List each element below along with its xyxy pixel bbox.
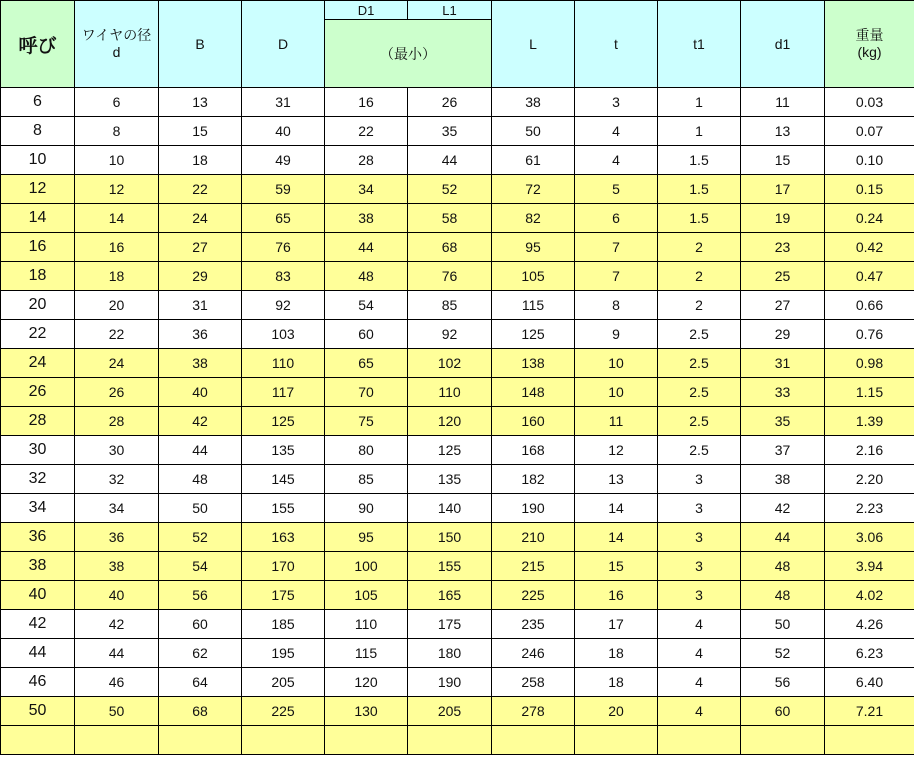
table-row xyxy=(1,407,914,436)
cell-D1 xyxy=(325,726,408,755)
cell-wire-diameter: 42 xyxy=(75,610,159,639)
table-row xyxy=(1,697,914,726)
cell-d1: 44 xyxy=(741,523,825,552)
cell-wire-diameter: 8 xyxy=(75,117,159,146)
cell-wire-diameter: 32 xyxy=(75,465,159,494)
header-nominal: 呼び xyxy=(1,1,75,88)
cell-L: 278 xyxy=(492,697,575,726)
cell-L1: 110 xyxy=(408,378,492,407)
cell-d1: 29 xyxy=(741,320,825,349)
cell-weight: 6.23 xyxy=(825,639,914,668)
cell-L: 258 xyxy=(492,668,575,697)
cell-B: 60 xyxy=(159,610,242,639)
cell-nominal: 50 xyxy=(1,697,75,726)
cell-D: 170 xyxy=(242,552,325,581)
cell-nominal: 16 xyxy=(1,233,75,262)
cell-D1: 34 xyxy=(325,175,408,204)
cell-L1: 135 xyxy=(408,465,492,494)
cell-nominal: 14 xyxy=(1,204,75,233)
table-row xyxy=(1,320,914,349)
cell-B: 15 xyxy=(159,117,242,146)
cell-L1: 140 xyxy=(408,494,492,523)
cell-B: 42 xyxy=(159,407,242,436)
cell-t: 11 xyxy=(575,407,658,436)
cell-weight: 0.15 xyxy=(825,175,914,204)
cell-wire-diameter: 6 xyxy=(75,88,159,117)
cell-L: 125 xyxy=(492,320,575,349)
table-header xyxy=(1,1,914,88)
cell-wire-diameter: 44 xyxy=(75,639,159,668)
cell-D: 31 xyxy=(242,88,325,117)
cell-t: 17 xyxy=(575,610,658,639)
cell-D: 92 xyxy=(242,291,325,320)
cell-wire-diameter: 16 xyxy=(75,233,159,262)
table-row xyxy=(1,349,914,378)
table-row xyxy=(1,146,914,175)
cell-t: 18 xyxy=(575,668,658,697)
cell-t: 20 xyxy=(575,697,658,726)
cell-t1: 2 xyxy=(658,262,741,291)
cell-D: 205 xyxy=(242,668,325,697)
cell-D1: 80 xyxy=(325,436,408,465)
cell-L: 182 xyxy=(492,465,575,494)
cell-t1: 1.5 xyxy=(658,175,741,204)
header-L1: L1 xyxy=(408,1,492,20)
cell-nominal: 22 xyxy=(1,320,75,349)
cell-L1: 120 xyxy=(408,407,492,436)
cell-B: 52 xyxy=(159,523,242,552)
header-t1: t1 xyxy=(658,1,741,88)
cell-nominal: 6 xyxy=(1,88,75,117)
cell-wire-diameter: 26 xyxy=(75,378,159,407)
cell-D: 83 xyxy=(242,262,325,291)
cell-L: 210 xyxy=(492,523,575,552)
cell-L1: 125 xyxy=(408,436,492,465)
cell-weight: 0.47 xyxy=(825,262,914,291)
cell-t1: 1.5 xyxy=(658,204,741,233)
header-weight-unit: (kg) xyxy=(857,44,882,60)
cell-nominal: 20 xyxy=(1,291,75,320)
cell-t: 6 xyxy=(575,204,658,233)
cell-t1: 2.5 xyxy=(658,436,741,465)
cell-t: 14 xyxy=(575,494,658,523)
cell-L1: 52 xyxy=(408,175,492,204)
header-D1: D1 xyxy=(325,1,408,20)
cell-D: 175 xyxy=(242,581,325,610)
cell-wire-diameter xyxy=(75,726,159,755)
cell-B: 24 xyxy=(159,204,242,233)
header-wire-diameter xyxy=(75,1,159,88)
cell-L1: 58 xyxy=(408,204,492,233)
header-weight-label: 重量 xyxy=(855,27,884,43)
cell-wire-diameter: 20 xyxy=(75,291,159,320)
table-row xyxy=(1,726,914,755)
cell-B: 22 xyxy=(159,175,242,204)
cell-wire-diameter: 36 xyxy=(75,523,159,552)
cell-weight: 4.02 xyxy=(825,581,914,610)
cell-B: 62 xyxy=(159,639,242,668)
cell-B: 50 xyxy=(159,494,242,523)
cell-weight: 1.39 xyxy=(825,407,914,436)
cell-B: 64 xyxy=(159,668,242,697)
cell-d1 xyxy=(741,726,825,755)
cell-D1: 54 xyxy=(325,291,408,320)
header-d1: d1 xyxy=(741,1,825,88)
cell-t: 9 xyxy=(575,320,658,349)
cell-L1: 190 xyxy=(408,668,492,697)
cell-L xyxy=(492,726,575,755)
cell-d1: 52 xyxy=(741,639,825,668)
cell-t1: 4 xyxy=(658,610,741,639)
cell-D1: 110 xyxy=(325,610,408,639)
cell-nominal: 28 xyxy=(1,407,75,436)
cell-D1: 28 xyxy=(325,146,408,175)
cell-t1: 3 xyxy=(658,581,741,610)
cell-weight: 0.98 xyxy=(825,349,914,378)
cell-D1: 44 xyxy=(325,233,408,262)
cell-D1: 60 xyxy=(325,320,408,349)
cell-B: 38 xyxy=(159,349,242,378)
table-row xyxy=(1,610,914,639)
cell-L: 246 xyxy=(492,639,575,668)
cell-wire-diameter: 24 xyxy=(75,349,159,378)
header-B: B xyxy=(159,1,242,88)
cell-d1: 25 xyxy=(741,262,825,291)
cell-t: 3 xyxy=(575,88,658,117)
cell-weight: 1.15 xyxy=(825,378,914,407)
cell-weight: 7.21 xyxy=(825,697,914,726)
cell-D1: 90 xyxy=(325,494,408,523)
cell-t: 4 xyxy=(575,146,658,175)
cell-D1: 70 xyxy=(325,378,408,407)
cell-L1: 68 xyxy=(408,233,492,262)
cell-t1 xyxy=(658,726,741,755)
cell-B: 36 xyxy=(159,320,242,349)
cell-wire-diameter: 28 xyxy=(75,407,159,436)
cell-L1: 180 xyxy=(408,639,492,668)
cell-B: 68 xyxy=(159,697,242,726)
cell-L: 105 xyxy=(492,262,575,291)
cell-d1: 31 xyxy=(741,349,825,378)
cell-t: 4 xyxy=(575,117,658,146)
cell-D: 225 xyxy=(242,697,325,726)
cell-D: 110 xyxy=(242,349,325,378)
cell-weight: 0.24 xyxy=(825,204,914,233)
cell-t: 7 xyxy=(575,233,658,262)
cell-nominal: 46 xyxy=(1,668,75,697)
table-row xyxy=(1,204,914,233)
cell-d1: 13 xyxy=(741,117,825,146)
header-t: t xyxy=(575,1,658,88)
table-row xyxy=(1,262,914,291)
cell-wire-diameter: 38 xyxy=(75,552,159,581)
cell-L1: 26 xyxy=(408,88,492,117)
cell-t: 10 xyxy=(575,378,658,407)
cell-t1: 4 xyxy=(658,668,741,697)
cell-L: 168 xyxy=(492,436,575,465)
cell-B xyxy=(159,726,242,755)
cell-t: 8 xyxy=(575,291,658,320)
cell-L1: 44 xyxy=(408,146,492,175)
cell-L: 50 xyxy=(492,117,575,146)
cell-D: 195 xyxy=(242,639,325,668)
cell-weight: 3.94 xyxy=(825,552,914,581)
cell-weight: 2.16 xyxy=(825,436,914,465)
cell-weight: 6.40 xyxy=(825,668,914,697)
cell-wire-diameter: 18 xyxy=(75,262,159,291)
table-row xyxy=(1,494,914,523)
cell-D: 163 xyxy=(242,523,325,552)
cell-D: 135 xyxy=(242,436,325,465)
header-L: L xyxy=(492,1,575,88)
table-row xyxy=(1,291,914,320)
cell-t1: 3 xyxy=(658,465,741,494)
cell-D1: 100 xyxy=(325,552,408,581)
cell-d1: 56 xyxy=(741,668,825,697)
cell-L1: 85 xyxy=(408,291,492,320)
cell-d1: 17 xyxy=(741,175,825,204)
cell-t1: 4 xyxy=(658,639,741,668)
cell-t: 12 xyxy=(575,436,658,465)
cell-t1: 3 xyxy=(658,552,741,581)
cell-nominal: 30 xyxy=(1,436,75,465)
cell-t1: 3 xyxy=(658,494,741,523)
cell-D1: 105 xyxy=(325,581,408,610)
cell-L1: 165 xyxy=(408,581,492,610)
cell-d1: 48 xyxy=(741,552,825,581)
cell-D: 125 xyxy=(242,407,325,436)
cell-D1: 85 xyxy=(325,465,408,494)
table-row xyxy=(1,378,914,407)
cell-D xyxy=(242,726,325,755)
cell-L: 235 xyxy=(492,610,575,639)
cell-weight: 0.76 xyxy=(825,320,914,349)
cell-L: 72 xyxy=(492,175,575,204)
cell-D: 103 xyxy=(242,320,325,349)
cell-B: 40 xyxy=(159,378,242,407)
cell-weight: 0.03 xyxy=(825,88,914,117)
cell-wire-diameter: 34 xyxy=(75,494,159,523)
cell-nominal: 34 xyxy=(1,494,75,523)
cell-t: 5 xyxy=(575,175,658,204)
cell-D: 76 xyxy=(242,233,325,262)
table-row xyxy=(1,552,914,581)
table-row xyxy=(1,233,914,262)
cell-d1: 23 xyxy=(741,233,825,262)
cell-t: 13 xyxy=(575,465,658,494)
cell-wire-diameter: 14 xyxy=(75,204,159,233)
cell-nominal: 18 xyxy=(1,262,75,291)
cell-wire-diameter: 50 xyxy=(75,697,159,726)
header-weight xyxy=(825,1,914,88)
cell-D: 49 xyxy=(242,146,325,175)
cell-wire-diameter: 22 xyxy=(75,320,159,349)
cell-t1: 1 xyxy=(658,117,741,146)
cell-nominal xyxy=(1,726,75,755)
table-row xyxy=(1,523,914,552)
cell-D1: 120 xyxy=(325,668,408,697)
cell-wire-diameter: 40 xyxy=(75,581,159,610)
cell-t: 18 xyxy=(575,639,658,668)
cell-weight: 0.42 xyxy=(825,233,914,262)
cell-d1: 15 xyxy=(741,146,825,175)
cell-weight: 2.20 xyxy=(825,465,914,494)
cell-D: 59 xyxy=(242,175,325,204)
cell-nominal: 12 xyxy=(1,175,75,204)
cell-D1: 48 xyxy=(325,262,408,291)
cell-wire-diameter: 30 xyxy=(75,436,159,465)
cell-B: 48 xyxy=(159,465,242,494)
cell-weight: 0.10 xyxy=(825,146,914,175)
cell-t1: 2.5 xyxy=(658,378,741,407)
cell-d1: 27 xyxy=(741,291,825,320)
cell-D1: 75 xyxy=(325,407,408,436)
cell-L1: 35 xyxy=(408,117,492,146)
cell-wire-diameter: 12 xyxy=(75,175,159,204)
cell-D: 185 xyxy=(242,610,325,639)
cell-t1: 2.5 xyxy=(658,407,741,436)
cell-D: 65 xyxy=(242,204,325,233)
table-row xyxy=(1,436,914,465)
cell-nominal: 8 xyxy=(1,117,75,146)
cell-d1: 60 xyxy=(741,697,825,726)
cell-D1: 65 xyxy=(325,349,408,378)
cell-t: 10 xyxy=(575,349,658,378)
cell-L: 95 xyxy=(492,233,575,262)
table-row xyxy=(1,465,914,494)
cell-B: 27 xyxy=(159,233,242,262)
cell-nominal: 38 xyxy=(1,552,75,581)
cell-L: 190 xyxy=(492,494,575,523)
cell-D1: 22 xyxy=(325,117,408,146)
cell-weight: 3.06 xyxy=(825,523,914,552)
table-row xyxy=(1,639,914,668)
cell-L1: 102 xyxy=(408,349,492,378)
cell-t: 7 xyxy=(575,262,658,291)
cell-t: 14 xyxy=(575,523,658,552)
cell-d1: 19 xyxy=(741,204,825,233)
cell-L: 215 xyxy=(492,552,575,581)
table-row xyxy=(1,88,914,117)
cell-B: 44 xyxy=(159,436,242,465)
cell-L1: 175 xyxy=(408,610,492,639)
cell-L1: 155 xyxy=(408,552,492,581)
cell-D: 155 xyxy=(242,494,325,523)
header-wire-diameter-label: ワイヤの径 xyxy=(81,27,152,43)
cell-t1: 1 xyxy=(658,88,741,117)
header-D: D xyxy=(242,1,325,88)
cell-B: 13 xyxy=(159,88,242,117)
cell-weight: 2.23 xyxy=(825,494,914,523)
cell-B: 18 xyxy=(159,146,242,175)
cell-nominal: 40 xyxy=(1,581,75,610)
cell-D1: 130 xyxy=(325,697,408,726)
cell-D1: 95 xyxy=(325,523,408,552)
cell-D: 40 xyxy=(242,117,325,146)
cell-L1: 205 xyxy=(408,697,492,726)
cell-t1: 4 xyxy=(658,697,741,726)
cell-weight xyxy=(825,726,914,755)
cell-L: 160 xyxy=(492,407,575,436)
cell-d1: 35 xyxy=(741,407,825,436)
cell-nominal: 26 xyxy=(1,378,75,407)
cell-nominal: 10 xyxy=(1,146,75,175)
cell-d1: 50 xyxy=(741,610,825,639)
cell-d1: 48 xyxy=(741,581,825,610)
cell-d1: 33 xyxy=(741,378,825,407)
table-body xyxy=(1,88,914,755)
cell-D: 117 xyxy=(242,378,325,407)
cell-d1: 38 xyxy=(741,465,825,494)
cell-nominal: 44 xyxy=(1,639,75,668)
cell-weight: 0.66 xyxy=(825,291,914,320)
cell-D1: 115 xyxy=(325,639,408,668)
table-row xyxy=(1,117,914,146)
cell-t1: 2 xyxy=(658,291,741,320)
cell-t: 16 xyxy=(575,581,658,610)
header-min: （最小） xyxy=(325,20,492,88)
cell-B: 31 xyxy=(159,291,242,320)
cell-t1: 1.5 xyxy=(658,146,741,175)
cell-t xyxy=(575,726,658,755)
cell-nominal: 36 xyxy=(1,523,75,552)
cell-wire-diameter: 46 xyxy=(75,668,159,697)
cell-B: 54 xyxy=(159,552,242,581)
cell-L: 38 xyxy=(492,88,575,117)
cell-L: 138 xyxy=(492,349,575,378)
cell-t1: 2.5 xyxy=(658,320,741,349)
cell-d1: 11 xyxy=(741,88,825,117)
cell-L1: 150 xyxy=(408,523,492,552)
cell-t1: 3 xyxy=(658,523,741,552)
cell-nominal: 42 xyxy=(1,610,75,639)
cell-t1: 2 xyxy=(658,233,741,262)
cell-L1 xyxy=(408,726,492,755)
cell-B: 29 xyxy=(159,262,242,291)
header-wire-diameter-symbol: d xyxy=(112,44,121,60)
cell-B: 56 xyxy=(159,581,242,610)
table-row xyxy=(1,175,914,204)
cell-d1: 37 xyxy=(741,436,825,465)
table-row xyxy=(1,581,914,610)
cell-d1: 42 xyxy=(741,494,825,523)
cell-nominal: 24 xyxy=(1,349,75,378)
cell-L: 148 xyxy=(492,378,575,407)
cell-L: 82 xyxy=(492,204,575,233)
table-row xyxy=(1,668,914,697)
cell-D: 145 xyxy=(242,465,325,494)
cell-t: 15 xyxy=(575,552,658,581)
cell-L: 225 xyxy=(492,581,575,610)
cell-L: 115 xyxy=(492,291,575,320)
cell-weight: 4.26 xyxy=(825,610,914,639)
cell-L1: 76 xyxy=(408,262,492,291)
cell-t1: 2.5 xyxy=(658,349,741,378)
cell-wire-diameter: 10 xyxy=(75,146,159,175)
cell-weight: 0.07 xyxy=(825,117,914,146)
cell-D1: 16 xyxy=(325,88,408,117)
cell-nominal: 32 xyxy=(1,465,75,494)
cell-D1: 38 xyxy=(325,204,408,233)
cell-L1: 92 xyxy=(408,320,492,349)
cell-L: 61 xyxy=(492,146,575,175)
